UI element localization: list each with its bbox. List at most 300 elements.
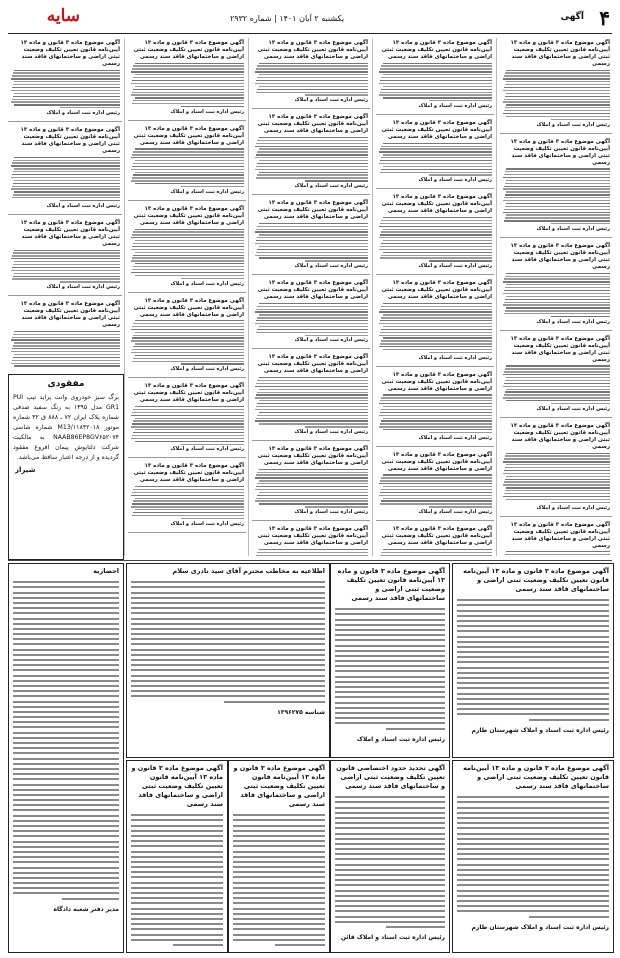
notice-block [8, 299, 122, 368]
text-line [132, 103, 244, 104]
text-line [505, 287, 610, 288]
bottom-notice-b1 [126, 760, 228, 953]
text-line [504, 278, 610, 279]
notice-title: آگهی موضوع ماده ۳ قانون و ماده ۱۳ آیین‌نامه قانون تعیین تکلیف وضعیت ثبتی اراضی و ساختمانهای فاقد سند رسمی [381, 280, 492, 301]
text-line [13, 607, 119, 609]
text-line [255, 397, 368, 398]
text-line [13, 345, 120, 346]
text-line [505, 391, 610, 392]
text-line [335, 827, 445, 829]
text-line [131, 438, 244, 439]
text-line [135, 183, 244, 184]
text-line [14, 354, 120, 355]
text-line [381, 552, 492, 553]
notice-title: آگهی موضوع ماده ۳ قانون و ماده ۱۳ آیین‌نامه قانون تعیین تکلیف وضعیت ثبتی اراضی و ساختمانهای فاقد سند رسمی [20, 301, 120, 329]
text-line [11, 101, 120, 102]
text-line [11, 339, 120, 340]
text-line [505, 276, 610, 277]
text-line [11, 363, 120, 364]
text-line [135, 332, 244, 333]
text-line [380, 309, 492, 310]
text-line [13, 643, 119, 645]
text-line [429, 352, 492, 353]
text-line [506, 116, 610, 117]
text-line [255, 311, 368, 312]
text-line [503, 101, 610, 102]
text-line [131, 887, 223, 889]
notice-signature: رئیس اداره ثبت اسناد و املاک [46, 110, 120, 117]
text-line [380, 503, 492, 504]
text-line [505, 554, 610, 555]
notice-signature: رئیس اداره ثبت اسناد و املاک [46, 284, 120, 291]
text-line [135, 172, 244, 173]
text-line [233, 882, 325, 884]
text-line [11, 188, 120, 189]
text-line [13, 194, 120, 195]
text-line [457, 807, 609, 809]
text-line [135, 240, 244, 241]
text-line [457, 833, 609, 835]
text-line [233, 887, 325, 889]
notice-title: آگهی موضوع ماده ۳ قانون و ماده ۱۳ آیین‌نامه قانون تعیین تکلیف وضعیت ثبتی اراضی و ساختمانهای فاقد سند رسمی [381, 451, 492, 472]
text-line [505, 96, 610, 97]
text-line [12, 255, 120, 256]
text-line [457, 677, 609, 679]
text-line [505, 72, 610, 73]
text-line [133, 489, 244, 490]
text-line [381, 500, 492, 501]
text-line [131, 633, 325, 635]
text-line [457, 801, 609, 803]
text-line [132, 166, 244, 167]
text-line [259, 303, 368, 304]
text-line [13, 276, 120, 277]
text-line [503, 293, 610, 294]
text-line [131, 675, 325, 677]
text-line [335, 696, 445, 698]
text-line [131, 825, 223, 827]
text-line [255, 157, 368, 158]
text-line [135, 343, 244, 344]
text-line [503, 113, 610, 114]
text-line [503, 78, 610, 79]
text-line [255, 386, 368, 387]
text-line [504, 394, 610, 395]
text-line [256, 229, 368, 230]
notice-signature: رئیس اداره ثبت اسناد و املاک [536, 504, 610, 511]
text-line [380, 423, 492, 424]
notice-signature: رئیس اداره ثبت اسناد و املاک [170, 520, 244, 527]
notice-title: آگهی موضوع ماده ۳ قانون و ماده ۱۳ آیین‌نامه قانون تعیین تکلیف وضعیت ثبتی اراضی و ساختمانهای فاقد سند رسمی [381, 371, 492, 392]
text-line [335, 665, 445, 667]
text-line [335, 801, 445, 803]
text-line [132, 492, 244, 493]
notice-block [252, 112, 370, 195]
text-line [256, 486, 368, 487]
text-line [457, 817, 609, 819]
notice-signature: رئیس اداره ثبت اسناد و املاک [418, 177, 492, 184]
text-line [383, 486, 492, 487]
text-line [132, 80, 244, 81]
text-line [11, 165, 120, 166]
text-line [457, 879, 609, 881]
text-line [380, 343, 492, 344]
text-line [335, 670, 445, 672]
notice-block [376, 370, 494, 447]
text-line [233, 928, 325, 930]
text-line [335, 874, 445, 876]
text-line [257, 392, 368, 393]
text-line [505, 183, 610, 184]
text-line [529, 916, 609, 918]
text-line [335, 864, 445, 866]
text-line [504, 99, 610, 100]
text-line [131, 94, 244, 95]
text-line [131, 628, 325, 630]
text-line [504, 371, 610, 372]
text-line [505, 310, 610, 311]
notice-signature: رئیس اداره ثبت اسناد و املاک [170, 188, 244, 195]
text-line [233, 856, 325, 858]
text-line [131, 934, 223, 936]
notice-signature: رئیس اداره ثبت اسناد و املاک شهرستان طارم [471, 726, 609, 734]
text-line [233, 908, 325, 910]
text-line [503, 188, 610, 189]
text-line [131, 649, 325, 651]
notice-block [252, 278, 370, 349]
text-line [335, 650, 445, 652]
text-line [131, 861, 223, 863]
text-line [259, 377, 368, 378]
text-line [335, 812, 445, 814]
notice-title: آگهی موضوع ماده ۳ قانون و ماده ۱۳ آیین‌نامه قانون تعیین تکلیف وضعیت ثبتی اراضی و ساختمانهای فاقد سند رسمی [510, 40, 610, 67]
text-line [257, 495, 368, 496]
text-line [13, 861, 119, 863]
text-line [257, 65, 368, 66]
text-line [181, 106, 244, 107]
text-line [335, 691, 445, 693]
text-line [14, 273, 120, 274]
text-line [381, 157, 492, 158]
text-line [383, 337, 492, 338]
text-line [14, 70, 120, 71]
text-line [13, 784, 119, 786]
text-line [504, 290, 610, 291]
text-line [13, 592, 119, 594]
text-line [13, 618, 119, 620]
text-line [233, 923, 325, 925]
text-line [256, 498, 368, 499]
text-line [14, 81, 120, 82]
text-line [504, 110, 610, 111]
text-line [131, 882, 223, 884]
text-line [233, 897, 325, 899]
text-line [506, 487, 610, 488]
text-line [335, 905, 445, 907]
column-divider [248, 38, 249, 556]
text-line [233, 814, 325, 816]
notice-signature: رئیس اداره ثبت اسناد و املاک [418, 509, 492, 516]
notice-column-1 [500, 38, 612, 556]
text-line [259, 234, 368, 235]
text-line [457, 610, 609, 612]
text-line [131, 939, 223, 941]
text-line [11, 351, 120, 352]
text-line [13, 654, 119, 656]
notice-block [8, 218, 122, 296]
text-line [181, 518, 244, 519]
notice-column-4 [128, 38, 246, 556]
lost-document-text: برگ سبز خودروی وانت پراید تیپ PUI GR1 مدل ۱۳۹۵ به رنگ سفید صدفی شماره پلاک ایران ۷۲ ـ ۸۸۸ ق ۳۲ شماره موتور M13/۱۱۸۴۲۰۱۸ شماره شاسی NAAB86EP8GV۶۵۲۰۷۴ به مالکیت شرکت دلتاپوش پیمان افروغ مفقود گردیده و از درجه اعتبار ساقط می‌باشد. [13, 394, 120, 461]
text-line [305, 506, 368, 507]
notice-signature: رئیس اداره ثبت اسناد و املاک [170, 446, 244, 453]
text-line [131, 169, 244, 170]
text-line [131, 845, 223, 847]
lost-document-city: شیراز [15, 466, 36, 474]
text-line [259, 314, 368, 315]
text-line [383, 86, 492, 87]
text-line [256, 418, 368, 419]
text-line [257, 380, 368, 381]
text-line [381, 220, 492, 221]
text-line [11, 270, 120, 271]
text-line [13, 846, 119, 848]
text-line [13, 581, 119, 583]
text-line [551, 403, 610, 404]
text-line [506, 400, 610, 401]
text-line [505, 368, 610, 369]
text-line [13, 675, 119, 677]
notice-block [8, 125, 122, 215]
text-line [13, 690, 119, 692]
text-line [131, 506, 244, 507]
bottom-notice-b7 [330, 563, 450, 758]
text-line [256, 320, 368, 321]
text-line [133, 266, 244, 267]
text-line [335, 869, 445, 871]
notice-signature: رئیس اداره ثبت اسناد و املاک [418, 263, 492, 270]
text-line [13, 171, 120, 172]
text-line [529, 719, 609, 721]
text-line [131, 913, 223, 915]
text-line [11, 258, 120, 259]
text-line [13, 732, 119, 734]
text-line [13, 628, 119, 630]
text-line [259, 480, 368, 481]
text-line [12, 337, 120, 338]
notice-block [252, 198, 370, 275]
text-line [505, 194, 610, 195]
notice-signature: رئیس اداره ثبت اسناد و املاک [418, 434, 492, 441]
text-line [131, 180, 244, 181]
text-line [12, 99, 120, 100]
text-line [383, 498, 492, 499]
notice-block [252, 444, 370, 521]
text-line [132, 92, 244, 93]
text-line [335, 858, 445, 860]
text-line [11, 90, 120, 91]
text-line [504, 186, 610, 187]
text-line [381, 489, 492, 490]
text-line [551, 223, 610, 224]
text-line [505, 479, 610, 480]
text-line [13, 701, 119, 703]
newspaper-logo [8, 6, 80, 28]
text-line [13, 695, 119, 697]
text-line [335, 822, 445, 824]
text-line [13, 72, 120, 73]
text-line [379, 346, 492, 347]
text-line [383, 154, 492, 155]
text-line [335, 629, 445, 631]
notice-signature: رئیس اداره ثبت اسناد و املاک [536, 226, 610, 233]
text-line [135, 509, 244, 510]
text-line [14, 157, 120, 158]
text-line [505, 455, 610, 456]
text-line [383, 474, 492, 475]
text-line [381, 397, 492, 398]
text-line [380, 234, 492, 235]
text-line [335, 916, 445, 918]
text-line [504, 313, 610, 314]
text-line [181, 278, 244, 279]
lost-document-notice [8, 374, 124, 560]
notice-signature: رئیس اداره ثبت اسناد و املاک [418, 354, 492, 361]
notice-block [128, 461, 246, 532]
text-line [379, 249, 492, 250]
text-line [380, 555, 492, 556]
text-line [13, 856, 119, 858]
text-line [257, 483, 368, 484]
text-line [506, 453, 610, 454]
text-line [132, 361, 244, 362]
notice-signature [229, 949, 329, 953]
text-line [381, 255, 492, 256]
text-line [257, 472, 368, 473]
text-line [381, 231, 492, 232]
text-line [256, 166, 368, 167]
text-line [380, 68, 492, 69]
text-line [380, 412, 492, 413]
text-line [335, 796, 445, 798]
text-line [131, 157, 244, 158]
text-line [257, 140, 368, 141]
text-line [133, 358, 244, 359]
text-line [429, 260, 492, 261]
text-line [383, 326, 492, 327]
text-line [13, 633, 119, 635]
text-line [255, 71, 368, 72]
text-line [457, 656, 609, 658]
text-line [131, 581, 325, 583]
text-line [305, 426, 368, 427]
text-line [335, 817, 445, 819]
text-line [132, 177, 244, 178]
text-line [14, 261, 120, 262]
text-line [335, 853, 445, 855]
text-line [259, 549, 368, 550]
text-line [13, 872, 119, 874]
text-line [506, 168, 610, 169]
text-line [131, 352, 244, 353]
text-line [13, 815, 119, 817]
text-line [131, 272, 244, 273]
text-line [259, 148, 368, 149]
text-line [503, 200, 610, 201]
text-line [133, 243, 244, 244]
text-line [256, 68, 368, 69]
text-line [233, 871, 325, 873]
text-line [12, 197, 120, 198]
text-line [255, 323, 368, 324]
text-line [383, 394, 492, 395]
text-line [13, 602, 119, 604]
text-line [381, 89, 492, 90]
text-line [380, 80, 492, 81]
text-line [233, 892, 325, 894]
text-line [131, 690, 325, 692]
text-line [11, 78, 120, 79]
text-line [133, 163, 244, 164]
text-line [379, 94, 492, 95]
text-line [335, 702, 445, 704]
text-line [233, 876, 325, 878]
notice-block [376, 118, 494, 189]
text-line [379, 151, 492, 152]
notice-title: آگهی موضوع ماده ۳ قانون و ماده ۱۳ آیین‌نامه قانون تعیین تکلیف وضعیت ثبتی اراضی و ساختمانهای فاقد سند رسمی [133, 383, 244, 404]
text-line [383, 349, 492, 350]
text-line [255, 146, 368, 147]
text-line [181, 444, 244, 445]
text-line [13, 768, 119, 770]
text-line [131, 897, 223, 899]
text-line [13, 706, 119, 708]
text-line [255, 83, 368, 84]
issue-line: یکشنبه ۲ آبان ۱۴۰۱ | شماره ۲۹۳۲ [230, 14, 345, 23]
text-line [135, 320, 244, 321]
text-line [335, 645, 445, 647]
notice-block [376, 38, 494, 115]
text-line [381, 243, 492, 244]
text-line [233, 845, 325, 847]
text-line [132, 423, 244, 424]
notice-signature: رئیس اداره ثبت اسناد و املاک [294, 263, 368, 270]
text-line [13, 721, 119, 723]
text-line [504, 493, 610, 494]
text-line [506, 191, 610, 192]
text-line [257, 174, 368, 175]
text-line [383, 429, 492, 430]
text-line [503, 473, 610, 474]
text-line [259, 400, 368, 401]
notice-column-3 [252, 38, 370, 556]
text-line [132, 503, 244, 504]
text-line [259, 74, 368, 75]
text-line [131, 876, 223, 878]
text-line [335, 717, 445, 719]
text-line [383, 217, 492, 218]
text-line [13, 711, 119, 713]
text-line [257, 329, 368, 330]
text-line [457, 822, 609, 824]
notice-title: آگهی موضوع ماده ۳ قانون و ماده ۱۳ آیین‌نامه قانون تعیین تکلیف وضعیت ثبتی اراضی و ساختمانهای فاقد سند رسمی [463, 764, 609, 790]
text-line [503, 496, 610, 497]
text-line [131, 814, 223, 816]
text-line [259, 223, 368, 224]
text-line [131, 237, 244, 238]
text-line [504, 220, 610, 221]
bottom-notice-b2 [228, 760, 330, 953]
